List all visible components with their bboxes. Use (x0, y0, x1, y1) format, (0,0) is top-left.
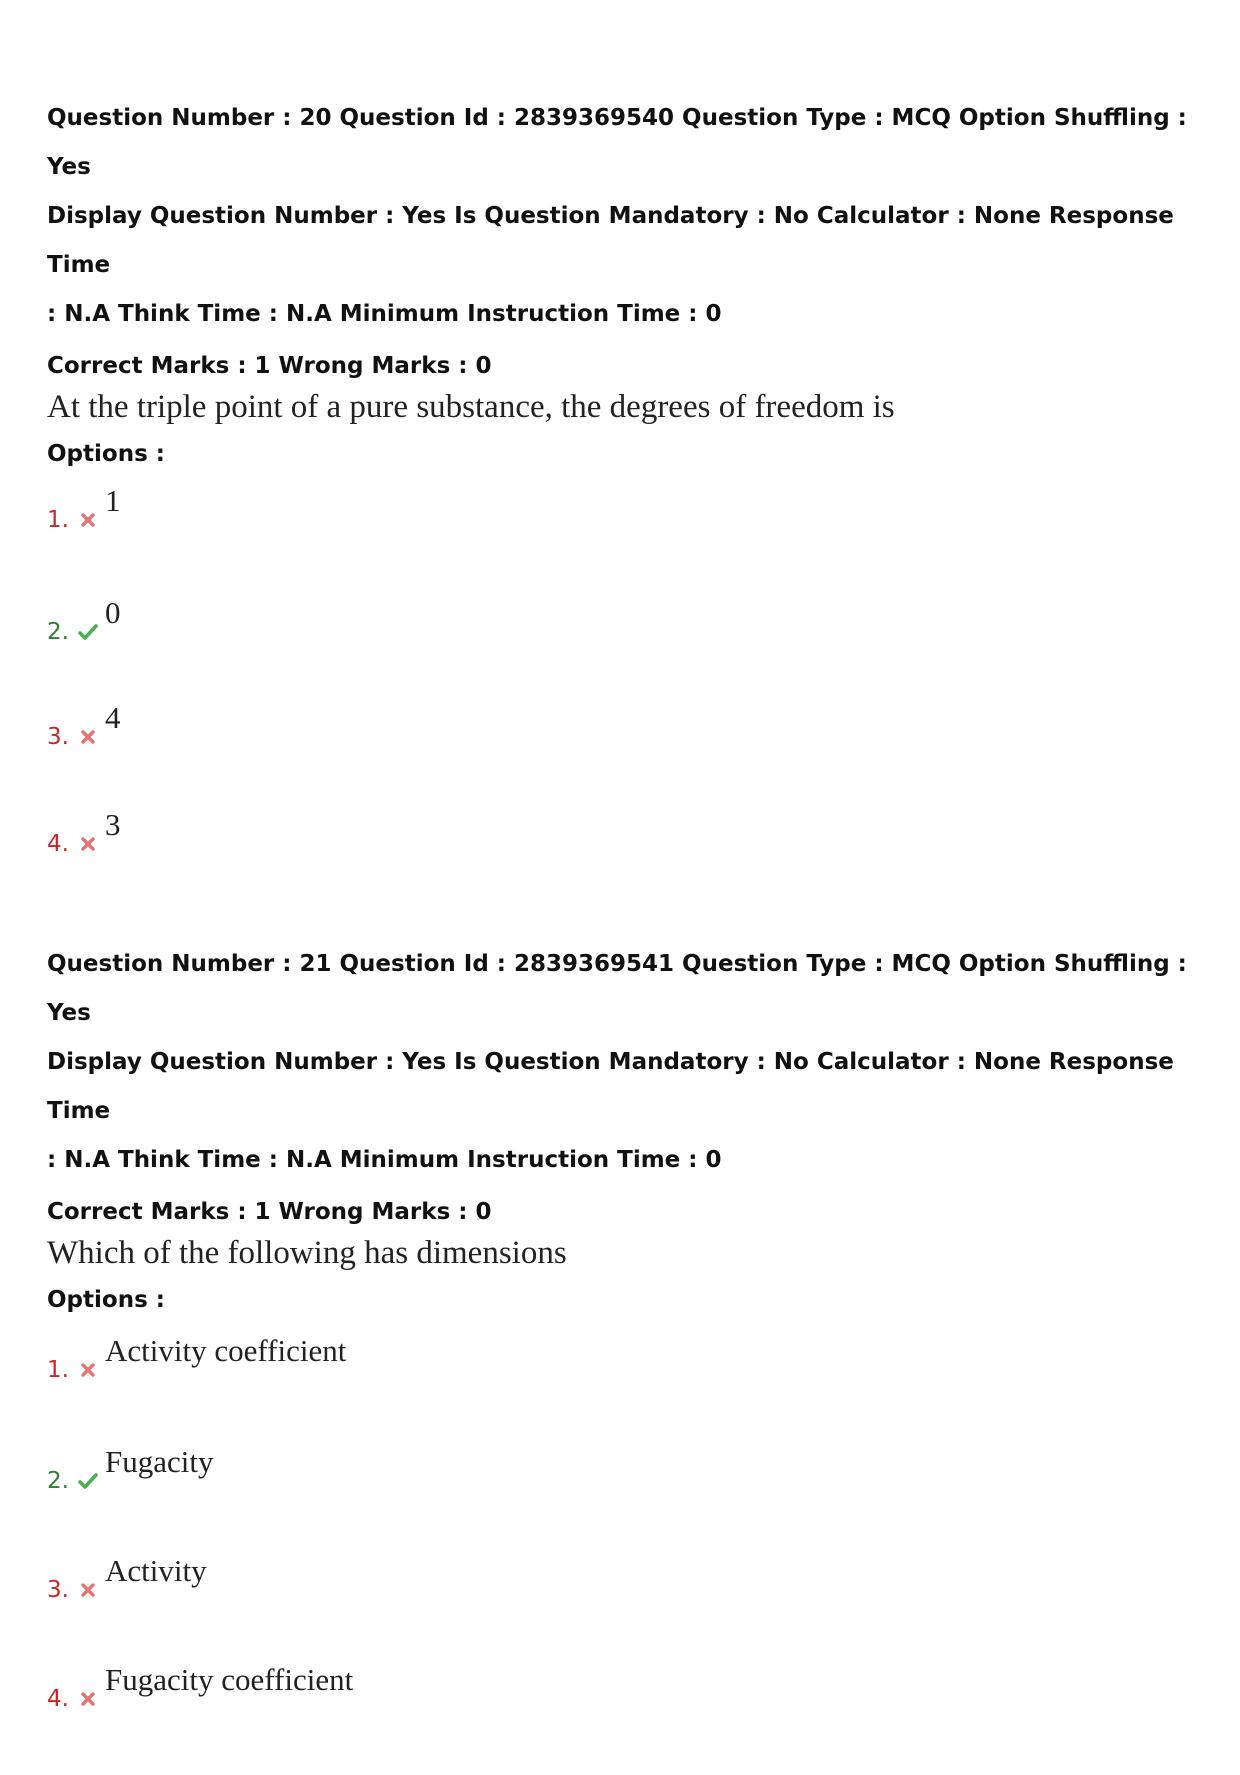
cross-icon (77, 1684, 99, 1714)
option-number: 2. (47, 619, 69, 645)
question-block (47, 94, 1207, 929)
check-icon (77, 1466, 99, 1496)
option-item (47, 809, 121, 859)
question-meta-line: Question Number : 21 Question Id : 2839369541 Question Type : MCQ Option Shuffling : Yes (47, 951, 1187, 1026)
option-item (47, 485, 121, 535)
option-number: 1. (47, 507, 69, 533)
option-text: Activity (105, 1553, 207, 1588)
option-number: 3. (47, 724, 69, 750)
option-item (47, 1664, 353, 1714)
option-text: Fugacity coefficient (105, 1662, 354, 1697)
option-number: 4. (47, 831, 69, 857)
cross-icon (77, 1575, 99, 1605)
question-meta-line: Question Number : 20 Question Id : 2839369540 Question Type : MCQ Option Shuffling : Yes (47, 105, 1187, 180)
question-meta-line: : N.A Think Time : N.A Minimum Instruction Time : 0 (47, 1147, 722, 1173)
question-text: At the triple point of a pure substance, the degrees of freedom is (47, 389, 895, 425)
option-number: 1. (47, 1357, 69, 1383)
option-text: Activity coefficient (105, 1333, 347, 1368)
question-meta-line: : N.A Think Time : N.A Minimum Instruction Time : 0 (47, 301, 722, 327)
option-item (47, 1335, 346, 1385)
cross-icon (77, 505, 99, 535)
question-block (47, 940, 1207, 1775)
option-text: Fugacity (105, 1444, 214, 1479)
cross-icon (77, 722, 99, 752)
option-item (47, 1446, 214, 1496)
option-number: 4. (47, 1686, 69, 1712)
question-meta-line: Display Question Number : Yes Is Question Mandatory : No Calculator : None Response Time (47, 203, 1174, 278)
option-number: 2. (47, 1468, 69, 1494)
question-meta-line: Display Question Number : Yes Is Question Mandatory : No Calculator : None Response Time (47, 1049, 1174, 1124)
option-number: 3. (47, 1577, 69, 1603)
option-item (47, 1555, 207, 1605)
cross-icon (77, 829, 99, 859)
option-text: 3 (105, 807, 121, 842)
option-item (47, 702, 121, 752)
option-text: 1 (105, 483, 121, 518)
option-text: 4 (105, 700, 121, 735)
question-marks: Correct Marks : 1 Wrong Marks : 0 (47, 1199, 492, 1225)
options-list (47, 1315, 1207, 1775)
option-text: 0 (105, 595, 121, 630)
question-marks: Correct Marks : 1 Wrong Marks : 0 (47, 353, 492, 379)
cross-icon (77, 1355, 99, 1385)
option-item (47, 597, 121, 647)
check-icon (77, 617, 99, 647)
question-text: Which of the following has dimensions (47, 1235, 567, 1271)
options-label: Options : (47, 1287, 165, 1313)
options-list (47, 469, 1207, 929)
options-label: Options : (47, 441, 165, 467)
